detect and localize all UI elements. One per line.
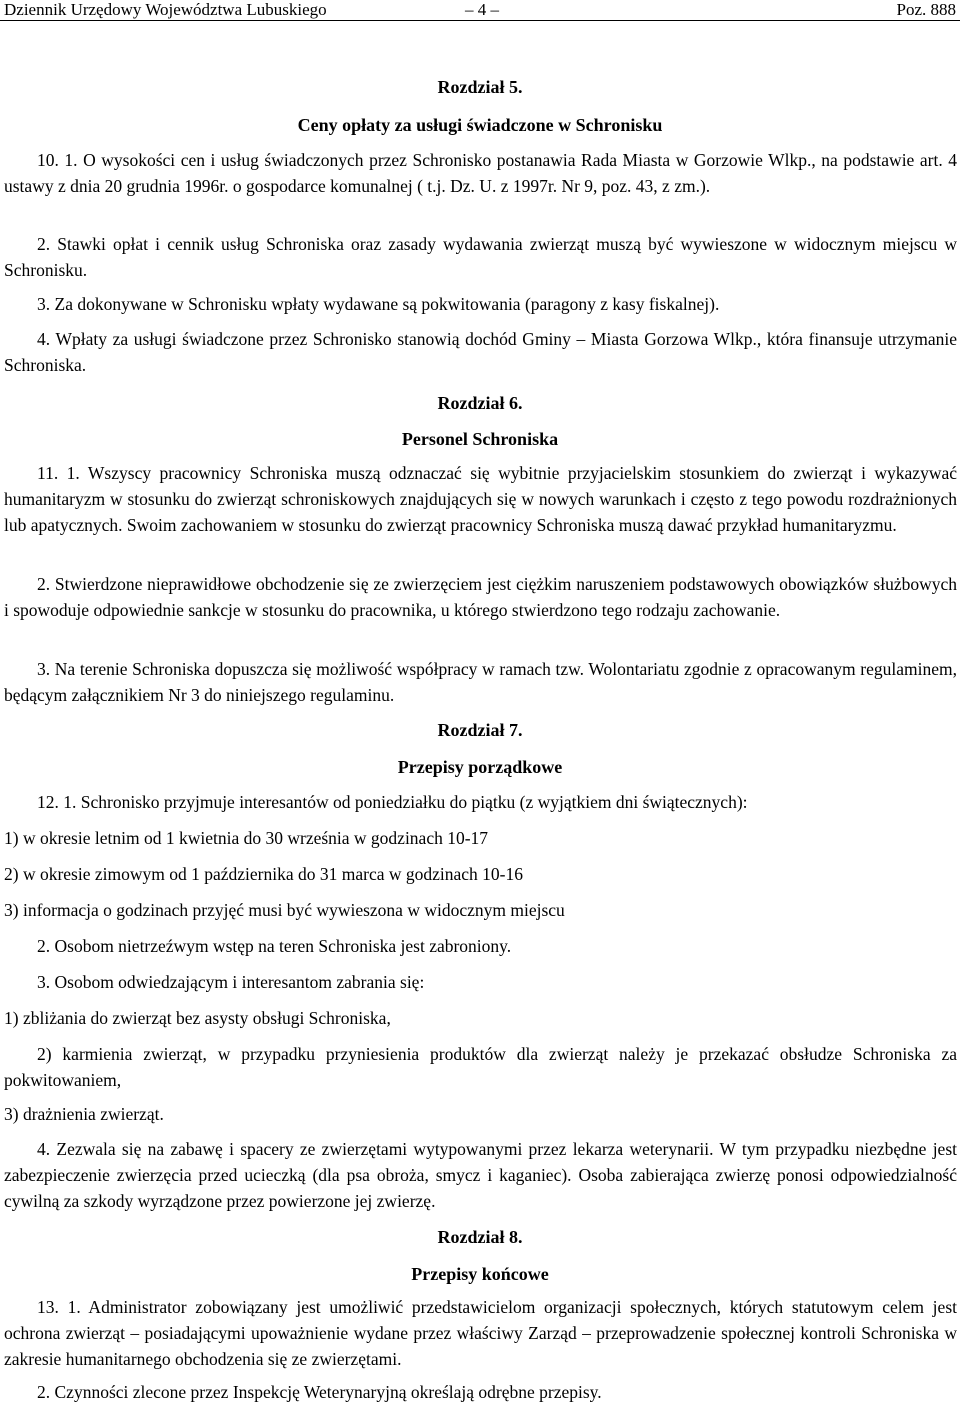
paragraph-12-3-item-3: 3) drażnienia zwierząt. — [4, 1104, 164, 1124]
paragraph-11-1: 11. 1. Wszyscy pracownicy Schroniska muszą odznaczać się wybitnie przyjacielskim stosunkiem do zwierząt i wykazywać humanitaryzm w stosunku do zwierząt schroniskowych znajdujących się w nowych warunkach i często z tego powodu rozdrażnionych lub apatycznych. Swoim zachowaniem w stosunku do zwierząt pracownicy Schroniska muszą dawać przykład humanitaryzmu. — [4, 463, 957, 535]
paragraph-12-3: 3. Osobom odwiedzającym i interesantom zabrania się: — [37, 972, 425, 992]
paragraph-10-1: 10. 1. O wysokości cen i usług świadczonych przez Schronisko postanawia Rada Miasta w Gorzowie Wlkp., na podstawie art. 4 ustawy z dnia 20 grudnia 1996r. o gospodarce komunalnej ( t.j. Dz. U. z 1997r. Nr 9, poz. 43, z zm.). — [4, 150, 957, 196]
paragraph-11-2: 2. Stwierdzone nieprawidłowe obchodzenie się ze zwierzęciem jest ciężkim naruszeniem podstawowych obowiązków służbowych i spowoduje odpowiednie sankcje w stosunku do pracownika, u którego stwierdzono tego rodzaju zachowanie. — [4, 574, 957, 620]
paragraph-12-3-item-1: 1) zbliżania do zwierząt bez asysty obsługi Schroniska, — [4, 1008, 391, 1028]
chapter-8-subtitle: Przepisy końcowe — [411, 1264, 549, 1284]
paragraph-12-1: 12. 1. Schronisko przyjmuje interesantów od poniedziałku do piątku (z wyjątkiem dni świątecznych): — [37, 792, 748, 812]
paragraph-10-4: 4. Wpłaty za usługi świadczone przez Schronisko stanowią dochód Gminy ‒ Miasta Gorzowa Wlkp., która finansuje utrzymanie Schroniska. — [4, 329, 957, 375]
page-header — [0, 0, 960, 22]
paragraph-12-1-item-1: 1) w okresie letnim od 1 kwietnia do 30 września w godzinach 10-17 — [4, 828, 489, 848]
paragraph-12-1-item-3: 3) informacja o godzinach przyjęć musi być wywieszona w widocznym miejscu — [4, 900, 565, 920]
chapter-6-title: Rozdział 6. — [437, 393, 523, 413]
paragraph-13-1: 13. 1. Administrator zobowiązany jest umożliwić przedstawicielom organizacji społecznych, których statutowym celem jest ochrona zwierząt ‒ posiadającymi upoważnienie wydane przez właściwy Zarząd ‒ przeprowadzenie społecznej kontroli Schroniska w zakresie humanitarnego obchodzenia się ze zwierzętami. — [4, 1297, 957, 1369]
paragraph-10-3: 3. Za dokonywane w Schronisku wpłaty wydawane są pokwitowania (paragony z kasy fiskalnej). — [37, 294, 720, 314]
paragraph-10-2: 2. Stawki opłat i cennik usług Schroniska oraz zasady wydawania zwierząt muszą być wywieszone w widocznym miejscu w Schronisku. — [4, 234, 957, 280]
paragraph-13-2: 2. Czynności zlecone przez Inspekcję Weterynaryjną określają odrębne przepisy. — [37, 1382, 602, 1402]
position-number: Poz. 888 — [896, 0, 956, 19]
header-rule — [0, 20, 960, 21]
chapter-7-title: Rozdział 7. — [437, 720, 523, 740]
chapter-7-subtitle: Przepisy porządkowe — [397, 757, 563, 777]
page-number: – 4 – — [465, 0, 499, 19]
paragraph-12-4: 4. Zezwala się na zabawę i spacery ze zwierzętami wytypowanymi przez lekarza weterynarii. W tym przypadku niezbędne jest zabezpieczenie zwierzęcia przed ucieczką (dla psa obroża, smycz i kaganiec). Osoba zabierająca zwierzę ponosi odpowiedzialność cywilną za szkody wyrządzone przez powierzone jej zwierzę. — [4, 1139, 957, 1211]
paragraph-12-1-item-2: 2) w okresie zimowym od 1 października do 31 marca w godzinach 10-16 — [4, 864, 524, 884]
paragraph-12-2: 2. Osobom nietrzeźwym wstęp na teren Schroniska jest zabroniony. — [37, 936, 512, 956]
chapter-8-title: Rozdział 8. — [437, 1227, 523, 1247]
chapter-5-subtitle: Ceny opłaty za usługi świadczone w Schronisku — [297, 115, 663, 135]
paragraph-11-3: 3. Na terenie Schroniska dopuszcza się możliwość współpracy w ramach tzw. Wolontariatu zgodnie z opracowanym regulaminem, będącym załącznikiem Nr 3 do niniejszego regulaminu. — [4, 659, 957, 705]
paragraph-12-3-item-2: 2) karmienia zwierząt, w przypadku przyniesienia produktów dla zwierząt należy je przekazać obsłudze Schroniska za pokwitowaniem, — [4, 1044, 957, 1090]
chapter-6-subtitle: Personel Schroniska — [401, 429, 559, 449]
journal-title: Dziennik Urzędowy Województwa Lubuskiego — [4, 0, 327, 19]
chapter-5-title: Rozdział 5. — [437, 77, 523, 97]
